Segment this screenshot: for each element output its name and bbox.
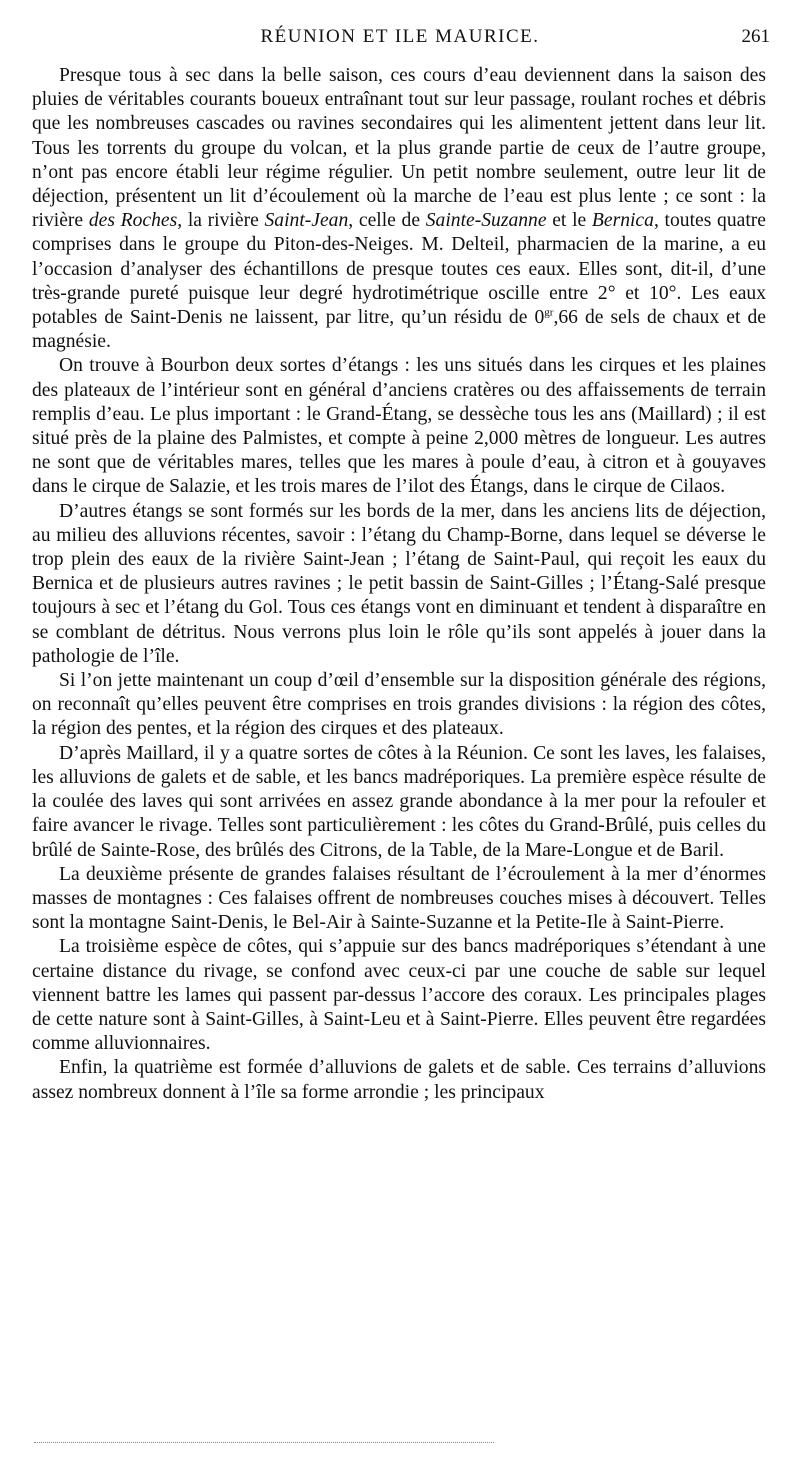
text-run: , celle de [348,210,426,232]
paragraph-7: La troisième espèce de côtes, qui s’appuie sur des bancs madréporiques s’étendant à une certaine distance du rivage, se confond avec ceux-ci par une couche de sable sur lequel viennent battre les lames qui passent par-dessus l’accore des coraux. Les principales plages de cette nature sont à Saint-Gilles, à Saint-Leu et à Saint-Pierre. Elles peuvent être regardées comme alluvionnaires. [32,936,766,1055]
paragraph-2: On trouve à Bourbon deux sortes d’étangs : les uns situés dans les cirques et les plaines des plateaux de l’intérieur sont en général d’anciens cratères ou des affaissements de terrain remplis d’eau. Le plus important : le Grand-Étang, se dessèche tous les ans (Maillard) ; il est situé près de la plaine des Palmistes, et compte à peine 2,000 mètres de longueur. Les autres ne sont que de véritables mares, telles que les mares à poule d’eau, à citron et à gouyaves dans le cirque de Salazie, et les trois mares de l’ilot des Étangs, dans le cirque de Cilaos. [32,355,766,498]
text-run: et le [546,210,592,232]
footer-rule [34,1442,494,1443]
paragraph-5: D’après Maillard, il y a quatre sortes de côtes à la Réunion. Ce sont les laves, les falaises, les alluvions de galets et de sable, et les bancs madréporiques. La première espèce résulte de la coulée des laves qui sont arrivées en assez grande abondance à la mer pour la refouler et faire avancer le rivage. Telles sont particulièrement : les côtes du Grand-Brûlé, puis celles du brûlé de Sainte-Rose, des brûlés des Citrons, de la Table, de la Mare-Longue et de Baril. [32,742,766,861]
text-run: , toutes quatre comprises dans le groupe du Piton-des-Neiges. M. Delteil, pharmacien de la marine, a eu l’occasion d’analyser des échantillons de presque toutes ces eaux. Elles sont, dit-il, d’une très-grande pureté puisque leur degré hydrotimétrique oscille entre 2° et 10°. Les eaux potables de Saint-Denis ne laissent, par litre, qu’un résidu de 0 [32,210,766,329]
paragraph-1 [32,64,766,354]
running-title: RÉUNION ET ILE MAURICE. [260,26,540,47]
unit-superscript: gr [544,306,554,319]
body-text [32,64,766,1105]
italic-river-name: Sainte-Suzanne [425,210,547,232]
italic-river-name: des Roches [88,210,178,232]
running-header [30,26,770,56]
italic-river-name: Saint-Jean [264,210,349,232]
page-number: 261 [741,26,770,47]
text-run: Presque tous à sec dans la belle saison, ces cours d’eau deviennent dans la saison des pluies de véritables courants boueux entraînant tout sur leur passage, roulant roches et débris que les nombreuses cascades ou ravines secondaires qui les alimentent jettent dans leur lit. Tous les torrents du groupe du volcan, et la plus grande partie de ceux de l’autre groupe, n’ont pas encore établi leur régime régulier. Un petit nombre seulement, outre leur lit de déjection, présentent un lit d’écoulement où la marche de l’eau est plus lente ; ce sont : la rivière [32,65,766,232]
text-run: ,66 de sels de chaux et de magnésie. [32,307,766,353]
paragraph-3: D’autres étangs se sont formés sur les bords de la mer, dans les anciens lits de déjection, au milieu des alluvions récentes, savoir : l’étang du Champ-Borne, dans lequel se déverse le trop plein des eaux de la rivière Saint-Jean ; l’étang de Saint-Paul, qui reçoit les eaux du Bernica et de plusieurs autres ravines ; le petit bassin de Saint-Gilles ; l’Étang-Salé presque toujours à sec et l’étang du Gol. Tous ces étangs vont en diminuant et tendent à disparaître en se comblant de détritus. Nous verrons plus loin le rôle qu’ils sont appelés à jouer dans la pathologie de l’île. [32,500,766,667]
text-run: , la rivière [177,210,265,232]
paragraph-4: Si l’on jette maintenant un coup d’œil d’ensemble sur la disposition générale des régions, on reconnaît qu’elles peuvent être comprises en trois grandes divisions : la région des côtes, la région des pentes, et la région des cirques et des plateaux. [32,670,766,740]
paragraph-8: Enfin, la quatrième est formée d’alluvions de galets et de sable. Ces terrains d’alluvions assez nombreux donnent à l’île sa forme arrondie ; les principaux [32,1057,766,1103]
paragraph-6: La deuxième présente de grandes falaises résultant de l’écroulement à la mer d’énormes masses de montagnes : Ces falaises offrent de nombreuses couches mises à découvert. Telles sont la montagne Saint-Denis, le Bel-Air à Sainte-Suzanne et la Petite-Ile à Saint-Pierre. [32,863,766,934]
italic-river-name: Bernica [591,210,654,232]
